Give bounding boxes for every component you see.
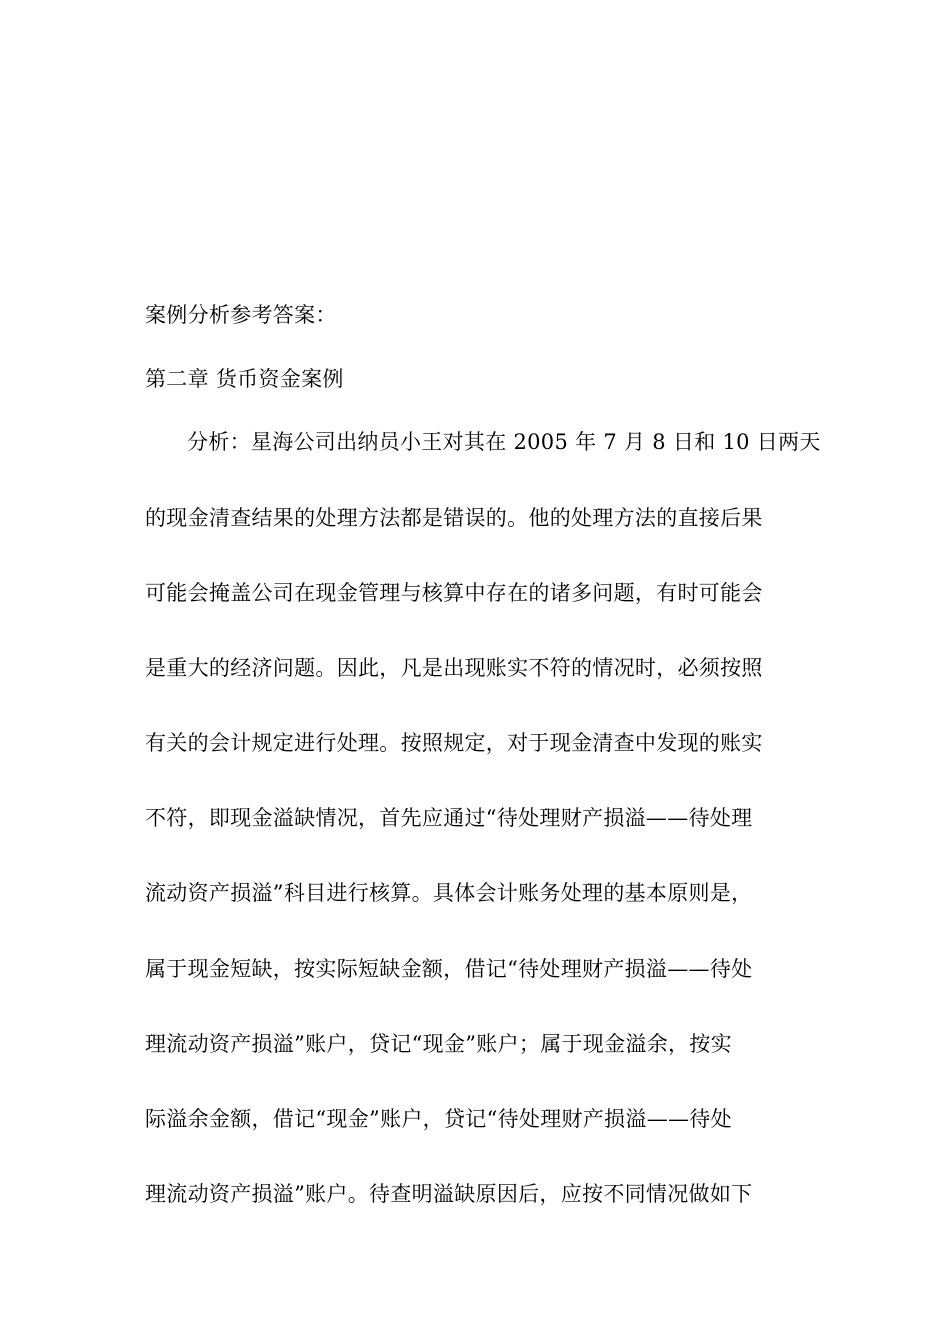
paragraph-line: 流动资产损溢”科目进行核算。具体会计账务处理的基本原则是， — [145, 881, 753, 905]
chapter-title: 第二章 货币资金案例 — [145, 367, 344, 391]
paragraph-line: 际溢余金额，借记“现金”账户，贷记“待处理财产损溢——待处 — [145, 1107, 732, 1131]
paragraph-line: 理流动资产损溢”账户，贷记“现金”账户；属于现金溢余，按实 — [145, 1032, 732, 1056]
document-heading: 案例分析参考答案： — [145, 303, 337, 327]
paragraph-line: 可能会掩盖公司在现金管理与核算中存在的诸多问题，有时可能会 — [145, 581, 763, 605]
paragraph-line: 理流动资产损溢”账户。待查明溢缺原因后，应按不同情况做如下 — [145, 1182, 753, 1206]
paragraph-line: 的现金清查结果的处理方法都是错误的。他的处理方法的直接后果 — [145, 506, 763, 530]
paragraph-line: 分析：星海公司出纳员小王对其在 2005 年 7 月 8 日和 10 日两天 — [187, 430, 821, 454]
paragraph-line: 是重大的经济问题。因此，凡是出现账实不符的情况时，必须按照 — [145, 656, 763, 680]
paragraph-line: 有关的会计规定进行处理。按照规定，对于现金清查中发现的账实 — [145, 731, 763, 755]
paragraph-line: 属于现金短缺，按实际短缺金额，借记“待处理财产损溢——待处 — [145, 957, 753, 981]
paragraph-line: 不符，即现金溢缺情况，首先应通过“待处理财产损溢——待处理 — [145, 806, 753, 830]
